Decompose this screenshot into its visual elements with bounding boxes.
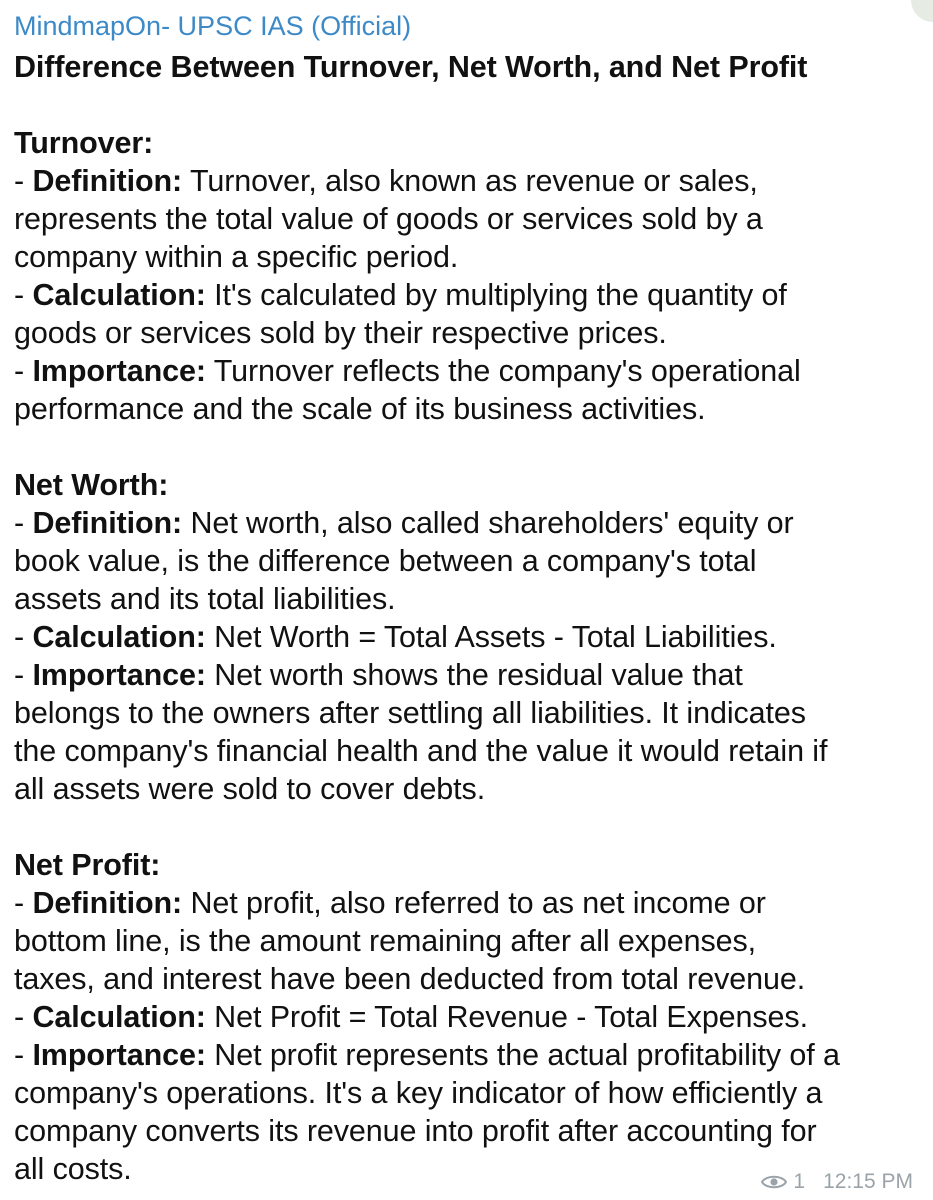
message-meta [761,1170,913,1194]
turnover-importance-line [14,352,919,390]
dash: - [14,886,33,920]
net-worth-calculation-line [14,618,919,656]
net-worth-importance-line: all assets were sold to cover debts. [14,772,486,806]
calculation-label: Calculation: [32,620,206,654]
view-count: 1 [793,1170,806,1193]
section-heading-net-profit: Net Profit: [14,848,161,882]
importance-text: Net worth shows the residual value that [205,658,743,692]
turnover-importance-line: performance and the scale of its business activities. [14,392,706,426]
definition-label: Definition: [32,164,183,198]
net-profit-definition-line [14,884,919,922]
net-profit-definition-line: bottom line, is the amount remaining after all expenses, [14,924,757,958]
dash: - [14,506,33,540]
definition-text: Net profit, also referred to as net income or [182,886,766,920]
dash: - [14,1000,33,1034]
dash: - [14,658,33,692]
section-heading-net-worth: Net Worth: [14,468,169,502]
blank-line [14,808,919,846]
dash: - [14,1038,33,1072]
net-profit-importance-line [14,1036,919,1074]
net-worth-definition-line: assets and its total liabilities. [14,582,396,616]
calculation-text: Net Profit = Total Revenue - Total Expenses. [205,1000,808,1034]
net-profit-calculation-line [14,998,919,1036]
net-worth-definition-line: book value, is the difference between a company's total [14,544,757,578]
turnover-calculation-line: goods or services sold by their respective prices. [14,316,667,350]
dash: - [14,278,33,312]
message-text [14,48,919,1188]
turnover-calculation-line [14,276,919,314]
message-title: Difference Between Turnover, Net Worth, and Net Profit [14,50,808,84]
eye-icon [761,1173,787,1191]
calculation-text: It's calculated by multiplying the quantity of [205,278,787,312]
sender-name[interactable]: MindmapOn- UPSC IAS (Official) [14,11,412,41]
net-profit-importance-line: company converts its revenue into profit after accounting for [14,1114,817,1148]
dash: - [14,620,33,654]
section-heading-turnover: Turnover: [14,126,154,160]
calculation-text: Net Worth = Total Assets - Total Liabilities. [205,620,777,654]
turnover-definition-line: represents the total value of goods or services sold by a [14,202,763,236]
net-worth-importance-line: the company's financial health and the value it would retain if [14,734,828,768]
definition-label: Definition: [32,506,183,540]
calculation-label: Calculation: [32,278,206,312]
net-profit-importance-line: all costs. [14,1152,132,1186]
net-worth-importance-line: belongs to the owners after settling all liabilities. It indicates [14,696,806,730]
definition-text: Turnover, also known as revenue or sales, [182,164,758,198]
importance-text: Turnover reflects the company's operational [205,354,801,388]
importance-label: Importance: [32,354,206,388]
definition-label: Definition: [32,886,183,920]
blank-line [14,428,919,466]
net-profit-definition-line: taxes, and interest have been deducted from total revenue. [14,962,806,996]
importance-text: Net profit represents the actual profitability of a [205,1038,840,1072]
turnover-definition-line [14,162,919,200]
net-profit-importance-line: company's operations. It's a key indicator of how efficiently a [14,1076,823,1110]
turnover-definition-line: company within a specific period. [14,240,459,274]
message-time: 12:15 PM [823,1170,913,1193]
blank-line [14,86,919,124]
dash: - [14,354,33,388]
definition-text: Net worth, also called shareholders' equity or [182,506,794,540]
chat-background-corner [911,0,933,22]
importance-label: Importance: [32,1038,206,1072]
calculation-label: Calculation: [32,1000,206,1034]
net-worth-importance-line [14,656,919,694]
dash: - [14,164,33,198]
net-worth-definition-line [14,504,919,542]
importance-label: Importance: [32,658,206,692]
